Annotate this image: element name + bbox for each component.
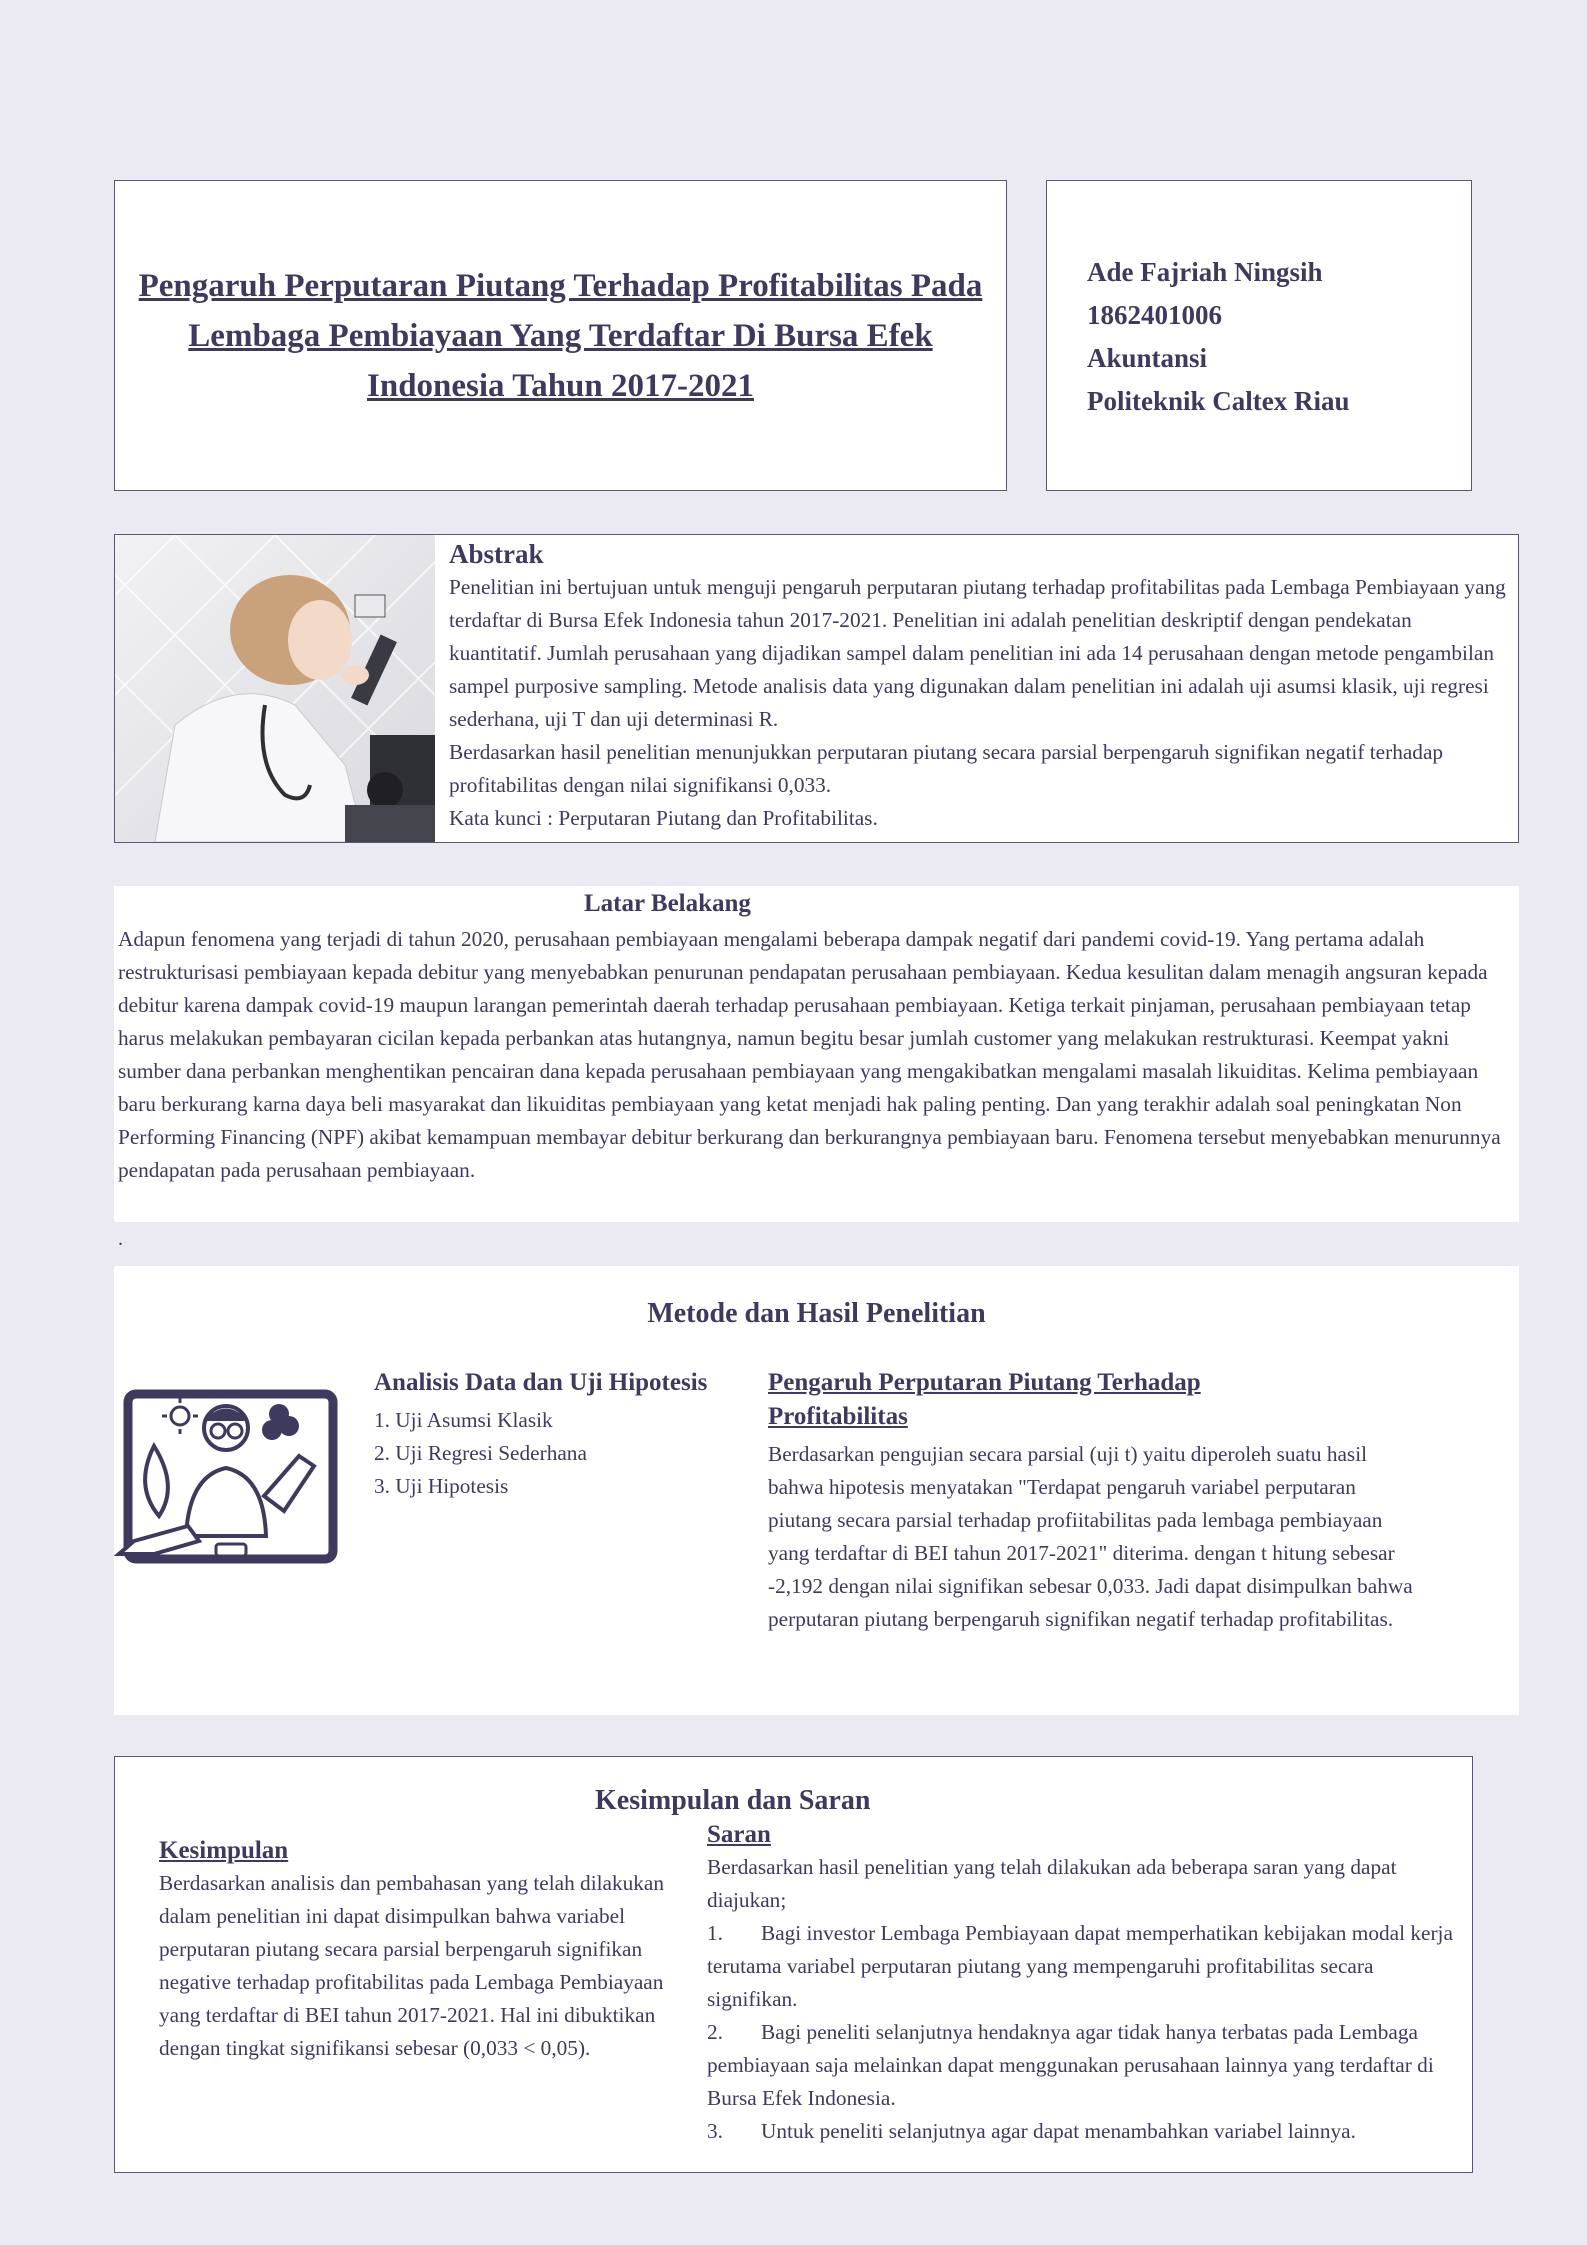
- abstract-section: [114, 534, 1519, 843]
- author-institution: Politeknik Caltex Riau: [1087, 386, 1350, 416]
- methods-section: [114, 1266, 1519, 1715]
- scientist-microscope-image: [115, 535, 435, 842]
- analysis-block: [374, 1366, 754, 1503]
- suggestion-number: 2.: [707, 2020, 723, 2044]
- abstract-paragraph-2: Berdasarkan hasil penelitian menunjukkan perputaran piutang secara parsial berpengaruh signifikan negatif terhadap profitabilitas dengan nilai signifikansi 0,033.: [449, 740, 1444, 797]
- suggestion-number: 1.: [707, 1921, 723, 1945]
- suggestion-item: [707, 2016, 1467, 2115]
- analysis-item: 3. Uji Hipotesis: [374, 1474, 509, 1498]
- methods-heading: Metode dan Hasil Penelitian: [647, 1298, 986, 1329]
- effect-block: [768, 1366, 1423, 1636]
- author-name: Ade Fajriah Ningsih: [1087, 257, 1323, 287]
- poster-title: Pengaruh Perputaran Piutang Terhadap Profitabilitas Pada Lembaga Pembiayaan Yang Terdaftar Di Bursa Efek Indonesia Tahun 2017-2021: [138, 267, 983, 404]
- analysis-heading: Analisis Data dan Uji Hipotesis: [374, 1369, 708, 1396]
- analysis-item: 2. Uji Regresi Sederhana: [374, 1441, 587, 1465]
- conclusion-section-heading: Kesimpulan dan Saran: [595, 1785, 871, 1816]
- abstract-paragraph-1: Penelitian ini bertujuan untuk menguji pengaruh perputaran piutang terhadap profitabilitas pada Lembaga Pembiayaan yang terdaftar di Bursa Efek Indonesia tahun 2017-2021. Penelitian ini adalah penelitian deskriptif dengan pendekatan kuantitatif. Jumlah perusahaan yang dijadikan sampel dalam penelitian ini ada 14 perusahaan dengan metode pengambilan sampel purposive sampling. Metode analisis data yang digunakan dalam penelitian ini adalah uji asumsi klasik, uji regresi sederhana, uji T dan uji determinasi R.: [449, 575, 1506, 731]
- suggestion-item: [707, 2115, 1467, 2148]
- background-trailing-dot: .: [118, 1228, 123, 1250]
- suggestion-intro: Berdasarkan hasil penelitian yang telah dilakukan ada beberapa saran yang dapat diajukan;: [707, 1855, 1397, 1912]
- conclusion-section: [114, 1756, 1473, 2173]
- suggestion-heading: Saran: [707, 1821, 771, 1848]
- effect-text: Berdasarkan pengujian secara parsial (uji t) yaitu diperoleh suatu hasil bahwa hipotesis menyatakan "Terdapat pengaruh variabel perputaran piutang secara parsial terhadap profiitabilitas pada lembaga pembiayaan yang terdaftar di BEI tahun 2017-2021" diterima. dengan t hitung sebesar -2,192 dengan nilai signifikan sebesar 0,033. Jadi dapat disimpulkan bahwa perputaran piutang berpengaruh signifikan negatif terhadap profitabilitas.: [768, 1442, 1413, 1631]
- conclusion-text: Berdasarkan analisis dan pembahasan yang telah dilakukan dalam penelitian ini dapat disimpulkan bahwa variabel perputaran piutang secara parsial berpengaruh signifikan negative terhadap profitabilitas pada Lembaga Pembiayaan yang terdaftar di BEI tahun 2017-2021. Hal ini dibuktikan dengan tingkat signifikansi sebesar (0,033 < 0,05).: [159, 1871, 665, 2060]
- abstract-heading: Abstrak: [449, 539, 544, 569]
- background-section: [114, 886, 1519, 1222]
- suggestion-number: 3.: [707, 2119, 723, 2143]
- conclusion-block: [159, 1835, 679, 2065]
- suggestion-item: [707, 1917, 1467, 2016]
- author-id: 1862401006: [1087, 300, 1222, 330]
- presenter-illustration: [114, 1376, 354, 1576]
- title-box: [114, 180, 1007, 491]
- background-text: Adapun fenomena yang terjadi di tahun 2020, perusahaan pembiayaan mengalami beberapa dampak negatif dari pandemi covid-19. Yang pertama adalah restrukturisasi pembiayaan kepada debitur yang menyebabkan penurunan pendapatan perusahaan pembiayaan. Kedua kesulitan dalam menagih angsuran kepada debitur karena dampak covid-19 maupun larangan pemerintah daerah terhadap perusahaan pembiayaan. Ketiga terkait pinjaman, perusahaan pembiayaan tetap harus melakukan pembayaran cicilan kepada perbankan atas hutangnya, namun begitu besar jumlah customer yang melakukan restrukturasi. Keempat yakni sumber dana perbankan menghentikan pencairan dana kepada perusahaan pembiayaan yang mengakibatkan mengalami masalah likuiditas. Kelima pembiayaan baru berkurang karna daya beli masyarakat dan likuiditas pembiayaan yang ketat menjadi hak paling penting. Dan yang terakhir adalah soal peningkatan Non Performing Financing (NPF) akibat kemampuan membayar debitur berkurang dan berkurangnya pembiayaan baru. Fenomena tersebut menyebabkan menurunnya pendapatan pada perusahaan pembiayaan.: [118, 927, 1501, 1182]
- effect-heading: Pengaruh Perputaran Piutang Terhadap Profitabilitas: [768, 1369, 1201, 1430]
- author-box: [1046, 180, 1472, 491]
- suggestion-block: [707, 1819, 1467, 2148]
- conclusion-heading: Kesimpulan: [159, 1837, 289, 1864]
- suggestion-text: Bagi peneliti selanjutnya hendaknya agar tidak hanya terbatas pada Lembaga pembiayaan saja melainkan dapat menggunakan perusahaan lainnya yang terdaftar di Bursa Efek Indonesia.: [707, 2020, 1434, 2110]
- abstract-keywords: Kata kunci : Perputaran Piutang dan Profitabilitas.: [449, 806, 878, 830]
- analysis-item: 1. Uji Asumsi Klasik: [374, 1408, 553, 1432]
- suggestion-text: Bagi investor Lembaga Pembiayaan dapat memperhatikan kebijakan modal kerja terutama variabel perputaran piutang yang mempengaruhi profitabilitas secara signifikan.: [707, 1921, 1453, 2011]
- suggestion-text: Untuk peneliti selanjutnya agar dapat menambahkan variabel lainnya.: [761, 2119, 1356, 2143]
- background-heading: Latar Belakang: [584, 890, 751, 917]
- author-program: Akuntansi: [1087, 343, 1208, 373]
